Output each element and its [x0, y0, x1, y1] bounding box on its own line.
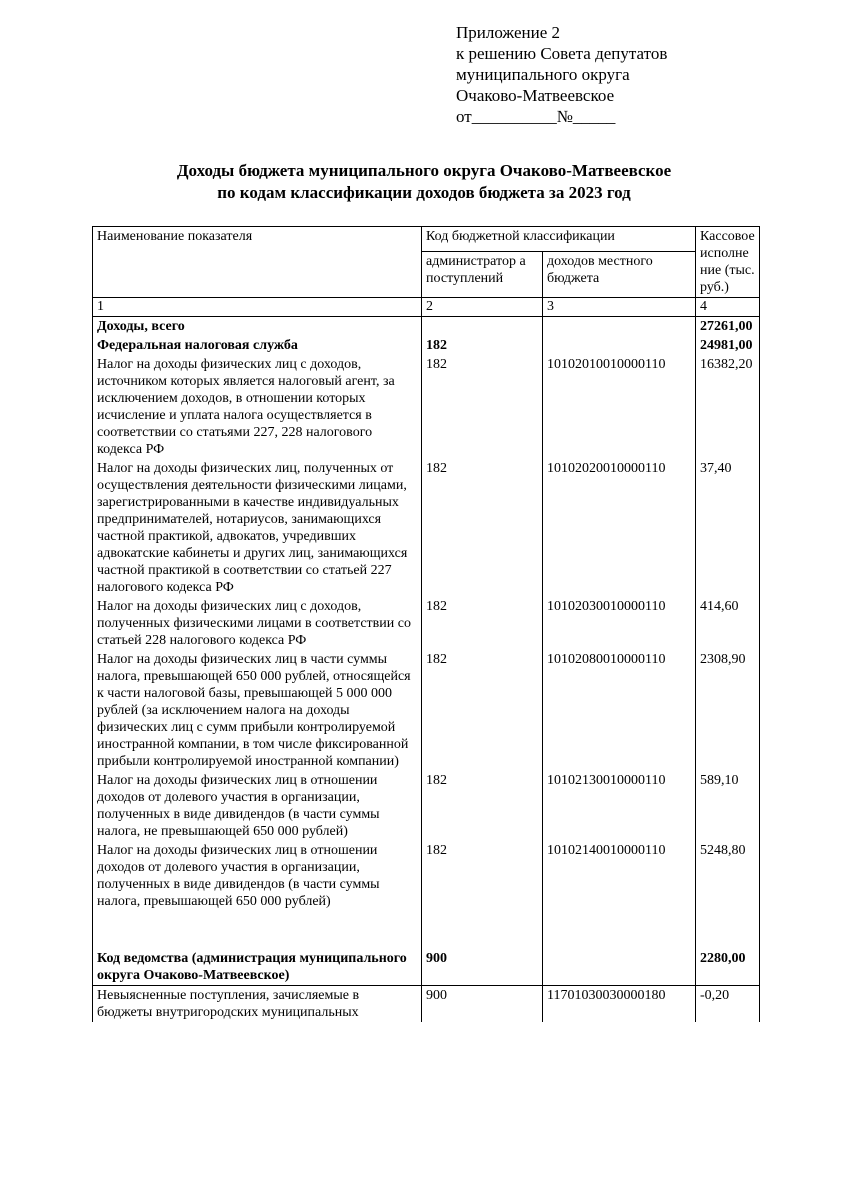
table-row	[93, 355, 760, 459]
spacer-cell	[543, 911, 696, 949]
header-classification: Код бюджетной классификации	[422, 227, 696, 252]
column-number: 1	[93, 298, 422, 317]
spacer-cell	[696, 911, 760, 949]
income-table	[92, 226, 760, 1022]
row-admin: 182	[422, 597, 543, 650]
fns-code	[543, 336, 696, 355]
department-row	[93, 949, 760, 986]
header-amount: Кассовое исполне ние (тыс. руб.)	[696, 227, 760, 298]
row-amount: 414,60	[696, 597, 760, 650]
title-line-2: по кодам классификации доходов бюджета за 2023 год	[217, 183, 631, 202]
row-name: Налог на доходы физических лиц в отношении доходов от долевого участия в организации, полученных в виде дивидендов (в части суммы налога, превышающей 650 000 рублей)	[93, 841, 422, 911]
column-number-row	[93, 298, 760, 317]
table-row	[93, 841, 760, 911]
total-row	[93, 317, 760, 337]
appendix-line-3: муниципального округа	[456, 65, 630, 84]
table-header-row	[93, 227, 760, 252]
row-code: 10102080010000110	[543, 650, 696, 771]
row-admin: 182	[422, 650, 543, 771]
row-code: 10102020010000110	[543, 459, 696, 597]
table-row	[93, 459, 760, 597]
row-amount: -0,20	[696, 986, 760, 1023]
row-code: 10102030010000110	[543, 597, 696, 650]
appendix-line-2: к решению Совета депутатов	[456, 44, 668, 63]
row-admin: 182	[422, 355, 543, 459]
table-row	[93, 597, 760, 650]
total-amount: 27261,00	[696, 317, 760, 337]
row-code: 10102140010000110	[543, 841, 696, 911]
table-row	[93, 986, 760, 1023]
document-title	[0, 160, 848, 204]
row-name: Налог на доходы физических лиц с доходов, полученных физическими лицами в соответствии со статьей 228 налогового кодекса РФ	[93, 597, 422, 650]
fns-name: Федеральная налоговая служба	[93, 336, 422, 355]
total-code	[543, 317, 696, 337]
row-amount: 2308,90	[696, 650, 760, 771]
department-admin: 900	[422, 949, 543, 986]
title-line-1: Доходы бюджета муниципального округа Очаково-Матвеевское	[176, 161, 672, 180]
row-amount: 589,10	[696, 771, 760, 841]
row-admin: 900	[422, 986, 543, 1023]
row-name: Налог на доходы физических лиц с доходов, источником которых является налоговый агент, за исключением доходов, в отношении которых исчисление и уплата налога осуществляется в соответствии со статьями 227, 228 налогового кодекса РФ	[93, 355, 422, 459]
appendix-line-4: Очаково-Матвеевское	[456, 86, 615, 105]
row-code: 11701030030000180	[543, 986, 696, 1023]
row-name: Невыясненные поступления, зачисляемые в бюджеты внутригородских муниципальных	[93, 986, 422, 1023]
table-row	[93, 771, 760, 841]
row-name: Налог на доходы физических лиц в части суммы налога, превышающей 650 000 рублей, относящейся к части налоговой базы, превышающей 5 000 000 рублей (за исключением налога на доходы физических лиц с сумм прибыли контролируемой иностранной компании, в том числе фиксированной прибыли контролируемой иностранной компании)	[93, 650, 422, 771]
row-amount: 5248,80	[696, 841, 760, 911]
department-name: Код ведомства (администрация муниципального округа Очаково-Матвеевское)	[93, 949, 422, 986]
total-admin	[422, 317, 543, 337]
row-code: 10102130010000110	[543, 771, 696, 841]
column-number: 4	[696, 298, 760, 317]
column-number: 3	[543, 298, 696, 317]
header-admin: администратор а поступлений	[422, 251, 543, 297]
table-row	[93, 650, 760, 771]
appendix-header	[456, 22, 667, 127]
department-code	[543, 949, 696, 986]
row-code: 10102010010000110	[543, 355, 696, 459]
row-amount: 16382,20	[696, 355, 760, 459]
row-admin: 182	[422, 771, 543, 841]
row-admin: 182	[422, 841, 543, 911]
row-amount: 37,40	[696, 459, 760, 597]
total-name: Доходы, всего	[93, 317, 422, 337]
fns-amount: 24981,00	[696, 336, 760, 355]
fns-admin: 182	[422, 336, 543, 355]
spacer-row	[93, 911, 760, 949]
header-local-income: доходов местного бюджета	[543, 251, 696, 297]
department-amount: 2280,00	[696, 949, 760, 986]
spacer-cell	[93, 911, 422, 949]
header-name: Наименование показателя	[93, 227, 422, 298]
spacer-cell	[422, 911, 543, 949]
row-name: Налог на доходы физических лиц в отношении доходов от долевого участия в организации, полученных в виде дивидендов (в части суммы налога, не превышающей 650 000 рублей)	[93, 771, 422, 841]
row-admin: 182	[422, 459, 543, 597]
appendix-line-1: Приложение 2	[456, 23, 560, 42]
fns-row	[93, 336, 760, 355]
column-number: 2	[422, 298, 543, 317]
appendix-line-5: от__________№_____	[456, 107, 616, 126]
row-name: Налог на доходы физических лиц, полученных от осуществления деятельности физическими лицами, зарегистрированными в качестве индивидуальных предпринимателей, нотариусов, занимающихся частной практикой, адвокатов, учредивших адвокатские кабинеты и других лиц, занимающихся частной практикой в соответствии со статьей 227 налогового кодекса РФ	[93, 459, 422, 597]
